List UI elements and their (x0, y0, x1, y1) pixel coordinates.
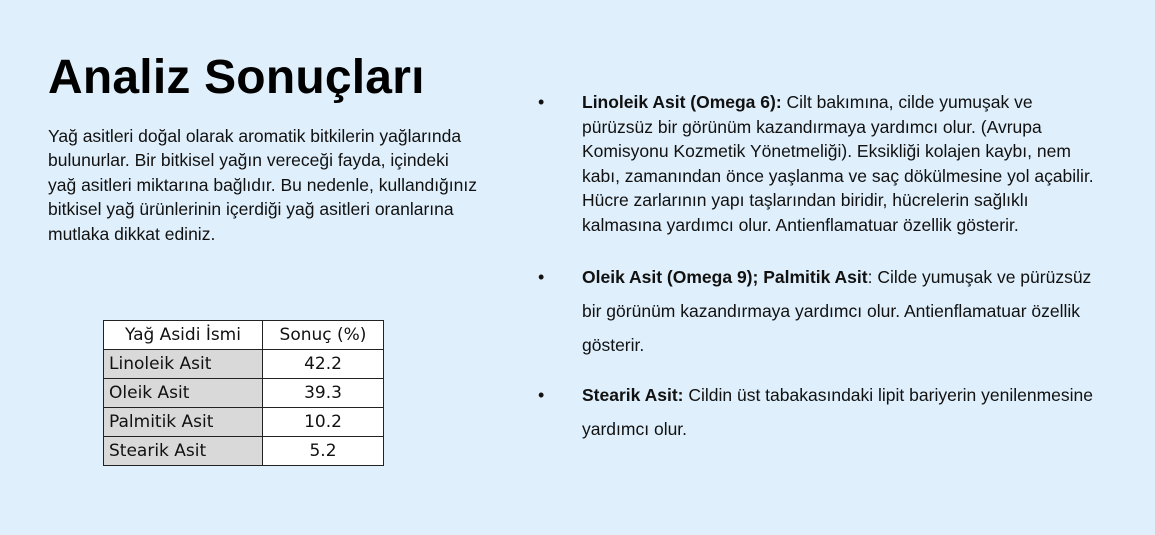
table-row (104, 437, 384, 466)
table-row (104, 408, 384, 437)
fatty-acid-name: Oleik Asit (104, 379, 263, 408)
list-item (538, 90, 1098, 238)
results-table (103, 320, 384, 466)
fatty-acid-name: Stearik Asit (104, 437, 263, 466)
list-item (538, 378, 1098, 446)
bullet-term: Linoleik Asit (Omega 6): (582, 92, 782, 112)
bullet-term: Stearik Asit: (582, 384, 684, 405)
bullet-text: Cilt bakımına, cilde yumuşak ve pürüzsüz bir görünüm kazandırmaya yardımcı olur. (Avrupa Komisyonu Kozmetik Yönetmeliği). Eksikliği kolajen kaybı, nem kabı, zamanından önce yaşlanma ve saç dökülmesine yol açabilir. Hücre zarlarının yapı taşlarından biridir, hücrelerin sağlıklı kalmasına yardımcı olur. Antienflamatuar özellik gösterir. (582, 92, 1094, 235)
fatty-acid-name: Linoleik Asit (104, 350, 263, 379)
bullet-icon: • (538, 266, 545, 287)
bullet-term: Oleik Asit (Omega 9); Palmitik Asit (582, 266, 868, 287)
fatty-acid-name: Palmitik Asit (104, 408, 263, 437)
column-header-result: Sonuç (%) (263, 321, 384, 350)
intro-paragraph: Yağ asitleri doğal olarak aromatik bitkilerin yağlarında bulunurlar. Bir bitkisel yağın vereceği fayda, içindeki yağ asitleri miktarına bağlıdır. Bu nedenle, kullandığınız bitkisel yağ ürünlerinin içerdiği yağ asitleri oranlarına mutlaka dikkat ediniz. (48, 126, 477, 244)
fatty-acid-result: 42.2 (263, 350, 384, 379)
bullet-icon: • (538, 384, 545, 405)
table-row (104, 350, 384, 379)
table-row (104, 379, 384, 408)
bullet-icon: • (538, 92, 545, 112)
fatty-acid-result: 39.3 (263, 379, 384, 408)
fatty-acid-result: 5.2 (263, 437, 384, 466)
list-item (538, 260, 1098, 362)
fatty-acid-result: 10.2 (263, 408, 384, 437)
table-header-row (104, 321, 384, 350)
fatty-acid-descriptions (538, 90, 1098, 446)
bullet-text: Cildin üst tabakasındaki lipit bariyerin yenilenmesine yardımcı olur. (582, 384, 1093, 439)
page-title: Analiz Sonuçları (48, 51, 425, 104)
column-header-name: Yağ Asidi İsmi (104, 321, 263, 350)
bullet-text: : Cilde yumuşak ve pürüzsüz bir görünüm kazandırmaya yardımcı olur. Antienflamatuar özellik gösterir. (582, 266, 1092, 355)
